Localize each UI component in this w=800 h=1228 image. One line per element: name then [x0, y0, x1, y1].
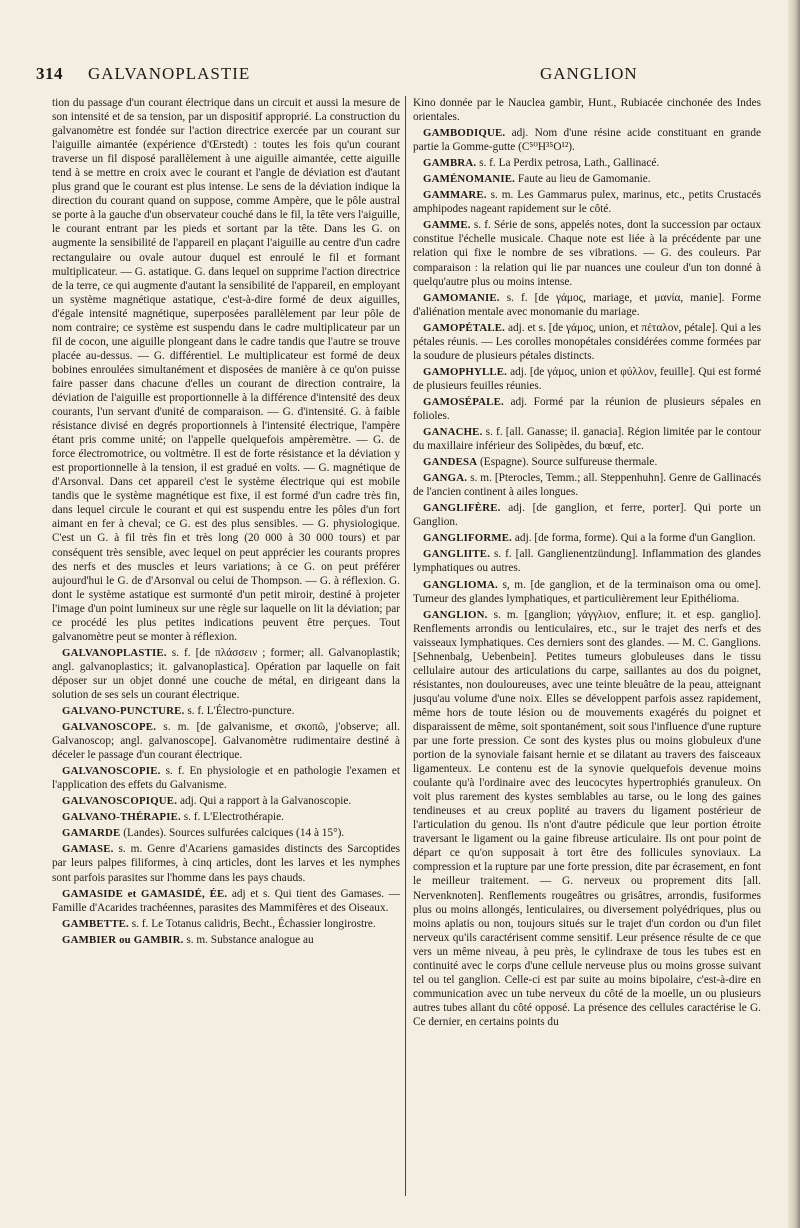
- dictionary-entry: [413, 471, 761, 499]
- entry-headword: GALVANO-THÉRAPIE.: [62, 811, 181, 824]
- dictionary-entry: [413, 126, 761, 154]
- entry-text: s. m. [ganglion; γάγγλιον, enflure; it. et esp. ganglio]. Renflements arrondis ou lenticulaires, etc., sur le trajet des nerfs et des vaisseaux lymphatiques. Ces derniers sont des glandes. — M. C. Ganglions. [Sehnenbalg, Uebenbein]. Petites tumeurs globuleuses dans le tissu cellulaire autour des articulations du carpe, saillantes au dos du poignet, résistantes, non douloureuses, avec une teinte bleuâtre de la peau, atteignant jusqu'au volume d'une noix. Elles se développent parfois assez rapidement, même hors de toute lésion ou de mouvements exagérés du poignet et disparaissent de même, soit spontanément, soit sous l'influence d'une rupture par une forte pression. Ce sont des kystes plus ou moins globuleux d'une portion de la synoviale faisant hernie et se dilatant au travers des faisceaux ligamenteux. Le contenu est de la synovie quelquefois devenue moins coulante qu'à l'ordinaire avec des leucocytes hypertrophiés granuleux. On voit plus rarement des kystes semblables au tarse, ou le long des gaines tendineuses et au creux poplité au travers du ligament postérieur de l'articulation du genou. Ils n'ont d'autre pédicule que leur portion étroite traversant le ligament ou la gaine fibreuse articulaire. Ils ont pour point de départ ce qu'on supposait à tort être des follicules synoviaux. La compression et la rupture par une forte pression, dite par écrasement, en font le meilleur traitement. — G. nerveux ou proprement dits [all. Nervenknoten]. Renflements rougeâtres ou grisâtres, arrondis, fusiformes plus ou moins allongés, lenticulaires, ou diversement polyédriques, plus ou moins aplatis ou non, toujours situés sur le trajet d'un cordon ou d'un filet nerveux qu'ils caractérisent comme sensitif. Leur présence résulte de ce que vers un même niveau, à peu près, le cylindraxe de tous les tubes est en continuité avec le corps d'une cellule nerveuse plus ou moins grosse suivant tel ou tel ganglion. Celle-ci est par suite au moins bipolaire, c'est-à-dire en communication avec un tube nerveux du côté de la moelle, un ou plusieurs autres tubes allant du côté opposé. La présence des cellules caractérise le G. Ce dernier, en certains points du: [413, 608, 761, 1028]
- entry-headword: GAMOPHYLLE.: [423, 365, 508, 378]
- entry-text: s. f. [all. Ganasse; il. ganacia]. Région limitée par le contour du maxillaire inférieur des Solipèdes, du bœuf, etc.: [413, 426, 761, 453]
- entry-text: s. f. L'Electrothérapie.: [183, 811, 284, 824]
- entry-text: adj. et s. [de γάμος, union, et πέταλον, pétale]. Qui a les pétales réunis. — Les corolles monopétales considérées comme formées par la soudure de plusieurs pétales distincts.: [413, 321, 761, 362]
- dictionary-entry: [413, 188, 761, 216]
- entry-text: s. f. Série de sons, appelés notes, dont la succession par octaux constitue l'échelle musicale. Chaque note est liée à la précédente par une relation qui fixe le nombre de ses vibrations. — G. des couleurs. Par comparaison : la relation qui lie par nuances une couleur d'un ton donné à quelqu'autre plus ou moins intense.: [413, 219, 761, 288]
- entry-headword: GANGLIFÈRE.: [423, 502, 501, 515]
- dictionary-entry: [413, 425, 761, 453]
- entry-headword: GANGLIOMA.: [423, 578, 498, 591]
- entry-headword: GAMÉNOMANIE.: [423, 173, 516, 186]
- dictionary-entry: [413, 218, 761, 288]
- entry-headword: GAMOMANIE.: [423, 291, 500, 304]
- entry-headword: GAMASE.: [62, 843, 114, 856]
- entry-text: s. f. Le Totanus calidris, Becht., Échassier longirostre.: [131, 917, 376, 930]
- entry-headword: GALVANO-PUNCTURE.: [62, 705, 185, 718]
- dictionary-entry: [52, 764, 400, 792]
- entry-text: s. f. En physiologie et en pathologie l'examen et l'application des effets du Galvanisme.: [52, 765, 400, 792]
- left-running-title: GALVANOPLASTIE: [88, 64, 251, 83]
- entry-headword: GAMBRA.: [423, 157, 477, 170]
- entry-text: s. m. [Pterocles, Temm.; all. Steppenhuhn]. Genre de Gallinacés de l'ancien continent à ailes longues.: [413, 472, 761, 499]
- entry-text: s. m. Substance analogue au: [186, 933, 314, 946]
- dictionary-entry: [52, 794, 400, 808]
- entry-headword: GAMBETTE.: [62, 917, 129, 930]
- dictionary-entry: [52, 810, 400, 824]
- entry-headword: GAMOSÉPALE.: [423, 395, 504, 408]
- dictionary-entry: [413, 156, 761, 170]
- entry-text: s. m. [de galvanisme, et σκοπῶ, j'observe; all. Galvanoscop; angl. galvanoscope]. Galvanomètre rudimentaire destiné à déceler le passage d'un courant électrique.: [52, 721, 400, 762]
- entry-headword: GANGLIITE.: [423, 548, 491, 561]
- dictionary-entry: [413, 321, 761, 363]
- entry-text: tion du passage d'un courant électrique dans un circuit et aussi la mesure de son intensité et de sa tension, par un dispositif approprié. La construction du galvanomètre est fondée sur l'action directrice exercée par un courant sur l'aiguille aimantée (expérience d'Œrstedt) : toutes les fois qu'un courant traverse un fil disposé parallèlement à une aiguille aimantée, cette aiguille tend à se mettre en croix avec le courant et l'angle de déviation est d'autant plus grand que le courant est plus intense. Le sens de la déviation indique la direction du courant quand on suppose, comme Ampère, que le pôle austral se porte à la gauche d'un observateur couché dans le fil, la tête vers l'aiguille, le courant entrant par les pieds et sortant par la tête. Dans les G. on augmente la sensibilité de l'appareil en plaçant l'aiguille au centre d'un cadre rectangulaire ou ovale autour duquel est enroulé le fil et formant multiplicateur. — G. astatique. G. dans lequel on supprime l'action directrice de la terre, ce qui augmente d'autant la sensibilité de l'appareil, en employant un système magnétique astatique, c'est-à-dire formé de deux aiguilles, d'égale intensité magnétique, superposées parallèlement par leur pôle de nom contraire; ce système est suspendu dans le cadre multiplicateur par un fil de cocon, une aiguille plongeant dans le cadre tandis que l'autre se trouve placée au-dessus. — G. différentiel. Le multiplicateur est formé de deux bobines enroulées simultanément et disposées de manière à ce qu'on puisse faire passer dans chacune d'elles un courant de direction contraire, la déviation de l'aiguille est proportionnelle à la différence d'intensité des deux courants, l'un servant d'unité de comparaison. — G. d'intensité. G. à faible résistance divisé en degrés proportionnels à l'intensité électrique, l'ampère étant pris comme unité; on l'appelle quelquefois ampèremètre. — G. de force électromotrice, ou voltmètre. Il est de forte résistance et la déviation y est proportionnelle à la tension, il est gradué en volts. — G. magnétique de d'Arsonval. Dans cet appareil c'est le système électrique qui est mobile tandis que le système magnétique est fixe, il est formé d'un cadre très fin, dans lequel circule le courant et qui est suspendu entre les pôles d'un fort aimant en fer à cheval; ce G. est des plus sensibles. — G. physiologique. C'est un G. à fil très fin et très long (20 000 à 30 000 tours) et par conséquent très sensible, avec lequel on peut apprécier les courants propres des nerfs et des muscles et leurs variations; à ce G. on peut préférer aujourd'hui le G. de d'Arsonval ou celui de Thompson. — G. à réflexion. G. dont le système astatique est surmonté d'un petit miroir, destiné à projeter l'image d'un point lumineux sur une règle sur laquelle on lit la déviation; par ce procédé les plus petites indications peuvent être perçues. Tout galvanomètre peut se monter à réflexion.: [52, 97, 400, 643]
- entry-text: s. m. Les Gammarus pulex, marinus, etc., petits Crustacés amphipodes nageant rapidement sur le côté.: [413, 189, 761, 216]
- dictionary-entry: [52, 842, 400, 884]
- dictionary-entry: [52, 917, 400, 931]
- dictionary-entry: [52, 887, 400, 915]
- dictionary-entry: [52, 933, 400, 947]
- dictionary-entry: [413, 395, 761, 423]
- entry-headword: GALVANOPLASTIE.: [62, 646, 167, 659]
- entry-headword: GAMMARE.: [423, 189, 487, 202]
- dictionary-entry: [52, 96, 400, 644]
- dictionary-entry: [413, 365, 761, 393]
- dictionary-entry: [413, 96, 761, 124]
- entry-text: (Espagne). Source sulfureuse thermale.: [480, 456, 658, 469]
- entry-headword: GAMBODIQUE.: [423, 127, 506, 140]
- entry-text: s. f. [all. Ganglienentzündung]. Inflammation des glandes lymphatiques ou autres.: [413, 548, 761, 575]
- dictionary-entry: [52, 704, 400, 718]
- dictionary-entry: [413, 531, 761, 545]
- dictionary-entry: [413, 455, 761, 469]
- dictionary-entry: [413, 501, 761, 529]
- column-divider: [405, 96, 406, 1196]
- entry-headword: GANGLIFORME.: [423, 532, 513, 545]
- page-number: 314: [36, 64, 63, 83]
- entry-headword: GAMBIER ou GAMBIR.: [62, 933, 184, 946]
- entry-headword: GAMOPÉTALE.: [423, 321, 506, 334]
- dictionary-entry: [413, 608, 761, 1029]
- running-header: [0, 64, 800, 88]
- entry-text: s. m. Genre d'Acariens gamasides distincts des Sarcoptides par leurs palpes filiformes, à cinq articles, dont les larves et les nymphes sont parfois parasites sur l'homme dans les pays chauds.: [52, 843, 400, 884]
- entry-text: adj et s. Qui tient des Gamases. — Famille d'Acarides trachéennes, parasites des Mammifères et des Oiseaux.: [52, 887, 400, 914]
- entry-text: s, m. [de ganglion, et de la terminaison oma ou ome]. Tumeur des glandes lymphatiques, et particulièrement leur Epithélioma.: [413, 578, 761, 605]
- entry-text: Kino donnée par le Nauclea gambir, Hunt., Rubiacée cinchonée des Indes orientales.: [413, 97, 761, 124]
- entry-text: s. f. [de γάμος, mariage, et μανία, manie]. Forme d'aliénation mentale avec monomanie du mariage.: [413, 291, 761, 318]
- entry-text: s. f. L'Électro-puncture.: [187, 705, 295, 718]
- entry-text: adj. Qui a rapport à la Galvanoscopie.: [179, 795, 352, 808]
- entry-headword: GALVANOSCOPIE.: [62, 765, 161, 778]
- entry-headword: GANDESA: [423, 456, 478, 469]
- entry-headword: GANGLION.: [423, 608, 488, 621]
- entry-headword: GANGA.: [423, 472, 468, 485]
- entry-headword: GAMARDE: [62, 827, 121, 840]
- dictionary-entry: [413, 172, 761, 186]
- entry-text: adj. Formé par la réunion de plusieurs sépales en folioles.: [413, 395, 761, 422]
- left-column: [52, 96, 400, 1206]
- dictionary-entry: [413, 291, 761, 319]
- entry-headword: GANACHE.: [423, 426, 483, 439]
- dictionary-entry: [52, 646, 400, 702]
- dictionary-entry: [413, 578, 761, 606]
- entry-text: Faute au lieu de Gamomanie.: [517, 173, 651, 186]
- page-edge: [788, 0, 800, 1228]
- entry-text: adj. [de γάμος, union et φύλλον, feuille]. Qui est formé de plusieurs feuilles réunies.: [413, 365, 761, 392]
- right-column: [413, 96, 761, 1206]
- entry-headword: GALVANOSCOPIQUE.: [62, 795, 178, 808]
- entry-text: (Landes). Sources sulfurées calciques (14 à 15°).: [123, 827, 345, 840]
- entry-text: adj. Nom d'une résine acide constituant en grande partie la Gomme-gutte (C⁵⁰H³⁵O¹²).: [413, 127, 761, 154]
- entry-headword: GALVANOSCOPE.: [62, 721, 157, 734]
- dictionary-entry: [52, 720, 400, 762]
- entry-text: adj. [de ganglion, et ferre, porter]. Qui porte un Ganglion.: [413, 502, 761, 529]
- entry-text: s. f. [de πλάσσειν ; former; all. Galvanoplastik; angl. galvanoplastics; it. galvanoplastica]. Opération par laquelle on fait déposer sur un objet donné une couche de métal, en dirigeant dans la solution de ses sels un courant électrique.: [52, 646, 400, 701]
- entry-text: adj. [de forma, forme). Qui a la forme d'un Ganglion.: [514, 532, 756, 545]
- dictionary-entry: [413, 547, 761, 575]
- dictionary-entry: [52, 826, 400, 840]
- entry-text: s. f. La Perdix petrosa, Lath., Gallinacé.: [479, 157, 660, 170]
- entry-headword: GAMASIDE et GAMASIDÉ, ÉE.: [62, 887, 228, 900]
- entry-headword: GAMME.: [423, 219, 471, 232]
- right-running-title: GANGLION: [540, 64, 638, 83]
